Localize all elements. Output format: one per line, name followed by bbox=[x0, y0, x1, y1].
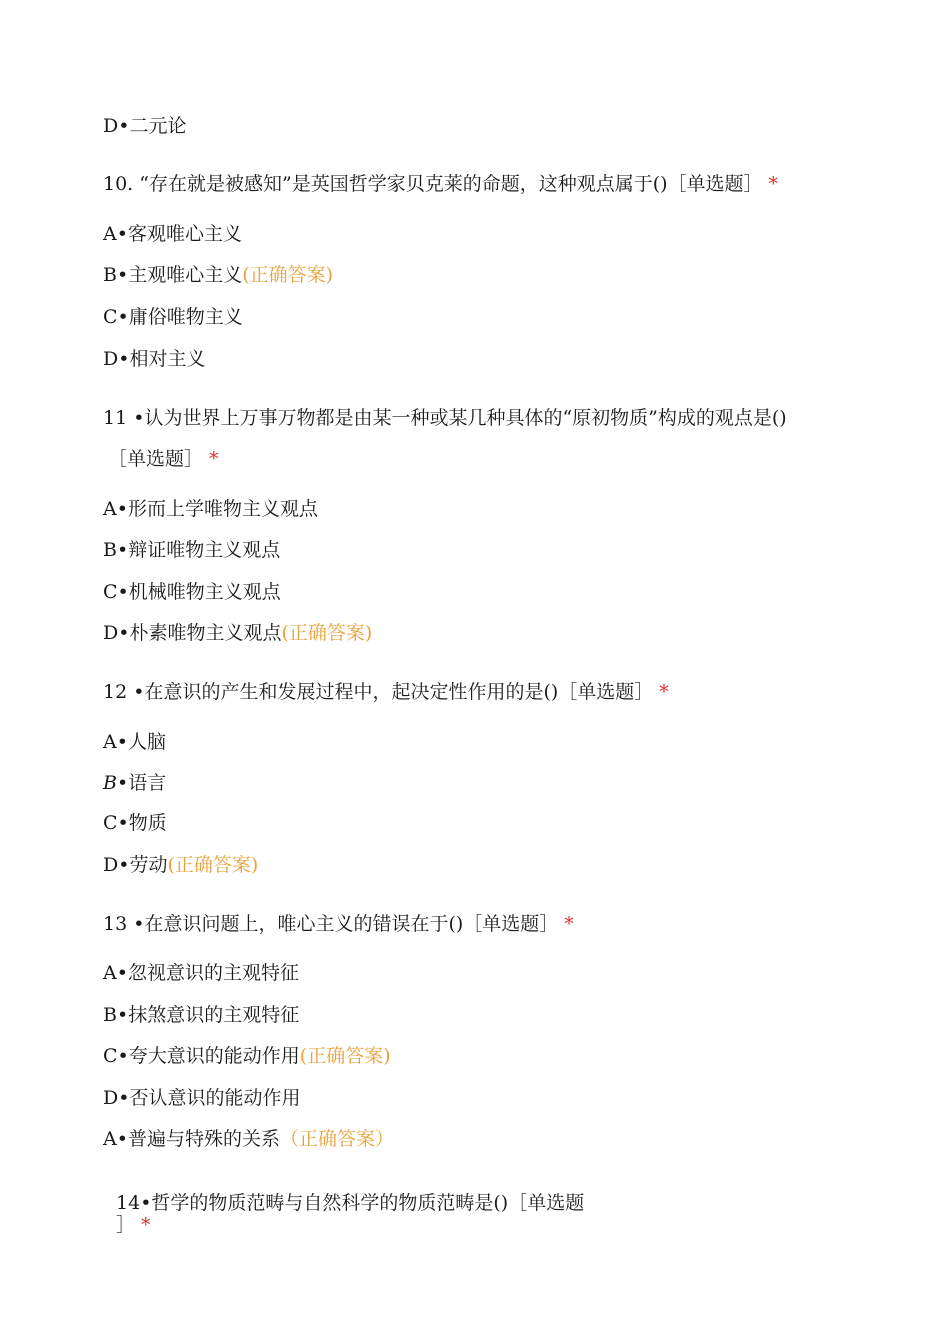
required-marker: * bbox=[141, 1214, 151, 1236]
option-text: 否认意识的能动作用 bbox=[129, 1087, 301, 1109]
question-number: 14 bbox=[116, 1192, 141, 1214]
option-text: 相对主义 bbox=[129, 348, 206, 370]
option-row bbox=[103, 1086, 300, 1110]
option-row bbox=[103, 305, 243, 329]
option-row bbox=[103, 621, 372, 645]
correct-answer-tag: (正确答案) bbox=[167, 854, 259, 876]
option-row bbox=[103, 771, 166, 795]
option-letter: D bbox=[103, 348, 119, 370]
option-row bbox=[103, 811, 167, 835]
option-letter: A bbox=[103, 1128, 117, 1150]
question-number: 11 bbox=[103, 407, 128, 429]
bullet: • bbox=[116, 772, 129, 794]
option-text: 抹煞意识的主观特征 bbox=[128, 1004, 300, 1026]
bullet: • bbox=[116, 223, 128, 245]
question-number: 10. bbox=[103, 173, 134, 195]
bullet: • bbox=[116, 539, 129, 561]
question-type-close: ］ bbox=[116, 1214, 136, 1236]
option-row bbox=[103, 1044, 391, 1068]
question-number: 12 bbox=[103, 681, 128, 703]
option-text: 朴素唯物主义观点 bbox=[129, 622, 282, 644]
question-title-continued bbox=[116, 1213, 151, 1237]
question-title bbox=[103, 912, 574, 936]
option-row bbox=[103, 263, 333, 287]
question-type: ［单选题］ bbox=[667, 173, 763, 195]
bullet: • bbox=[116, 962, 128, 984]
option-row bbox=[103, 222, 242, 246]
option-letter: A bbox=[103, 962, 117, 984]
question-type: ［单选题］ bbox=[558, 681, 654, 703]
option-row bbox=[103, 961, 299, 985]
option-row bbox=[103, 347, 205, 371]
question-type: ［单选题 bbox=[508, 1192, 585, 1214]
bullet: • bbox=[116, 498, 128, 520]
question-title bbox=[103, 172, 778, 196]
question-number: 13 bbox=[103, 913, 128, 935]
correct-answer-tag: (正确答案) bbox=[281, 622, 373, 644]
option-text: 语言 bbox=[128, 772, 167, 794]
question-prompt: •在意识的产生和发展过程中，起决定性作用的是() bbox=[133, 681, 559, 703]
option-letter: A bbox=[103, 223, 117, 245]
option-text: 客观唯心主义 bbox=[127, 223, 242, 245]
option-letter: C bbox=[103, 581, 118, 603]
required-marker: * bbox=[659, 681, 669, 703]
option-letter: D bbox=[103, 622, 119, 644]
bullet: • bbox=[117, 306, 129, 328]
bullet: • bbox=[118, 854, 130, 876]
bullet: • bbox=[116, 1004, 129, 1026]
question-prompt: •认为世界上万事万物都是由某一种或某几种具体的“原初物质”构成的观点是() bbox=[133, 407, 787, 429]
option-letter: C bbox=[103, 306, 118, 328]
bullet: • bbox=[116, 264, 129, 286]
option-letter: C bbox=[103, 1045, 118, 1067]
option-text: 辩证唯物主义观点 bbox=[128, 539, 281, 561]
option-text: 普遍与特殊的关系 bbox=[127, 1128, 280, 1150]
option-row bbox=[103, 853, 258, 877]
option-letter: D bbox=[103, 854, 119, 876]
bullet: • bbox=[116, 731, 128, 753]
correct-answer-tag: （正确答案） bbox=[279, 1128, 394, 1150]
option-letter: A bbox=[103, 731, 117, 753]
option-text: 物质 bbox=[128, 812, 167, 834]
bullet: • bbox=[117, 581, 129, 603]
option-text: 庸俗唯物主义 bbox=[128, 306, 243, 328]
question-title bbox=[103, 406, 787, 430]
option-text: 形而上学唯物主义观点 bbox=[127, 498, 318, 520]
correct-answer-tag: (正确答案) bbox=[242, 264, 334, 286]
question-prompt: •哲学的物质范畴与自然科学的物质范畴是() bbox=[140, 1192, 509, 1214]
question-prompt: “存在就是被感知”是英国哲学家贝克莱的命题，这种观点属于() bbox=[139, 173, 668, 195]
option-letter: D bbox=[103, 115, 119, 137]
option-text: 人脑 bbox=[127, 731, 166, 753]
question-title bbox=[116, 1191, 584, 1215]
option-text: 忽视意识的主观特征 bbox=[127, 962, 299, 984]
option-row bbox=[103, 730, 166, 754]
bullet: • bbox=[117, 1045, 129, 1067]
question-title bbox=[103, 680, 669, 704]
bullet: • bbox=[118, 348, 130, 370]
option-letter: B bbox=[103, 539, 117, 561]
option-letter: A bbox=[103, 498, 117, 520]
option-text: 劳动 bbox=[129, 854, 168, 876]
required-marker: * bbox=[768, 173, 779, 195]
bullet: • bbox=[118, 115, 130, 137]
bullet: • bbox=[118, 622, 130, 644]
option-letter: D bbox=[103, 1087, 119, 1109]
option-letter: B bbox=[103, 264, 117, 286]
bullet: • bbox=[117, 812, 129, 834]
option-row bbox=[103, 497, 318, 521]
option-text: 机械唯物主义观点 bbox=[128, 581, 281, 603]
required-marker: * bbox=[564, 913, 574, 935]
question-type: ［单选题］ bbox=[108, 448, 204, 470]
option-row bbox=[103, 1127, 394, 1151]
option-text: 二元论 bbox=[129, 115, 187, 137]
question-title-continued bbox=[108, 447, 219, 471]
option-letter: B bbox=[103, 772, 117, 794]
option-row bbox=[103, 538, 280, 562]
option-letter: C bbox=[103, 812, 118, 834]
correct-answer-tag: (正确答案) bbox=[299, 1045, 391, 1067]
bullet: • bbox=[116, 1128, 128, 1150]
option-text: 夸大意识的能动作用 bbox=[128, 1045, 300, 1067]
option-row bbox=[103, 114, 186, 138]
option-row bbox=[103, 580, 281, 604]
question-type: ［单选题］ bbox=[463, 913, 559, 935]
required-marker: * bbox=[209, 448, 219, 470]
option-row bbox=[103, 1003, 299, 1027]
bullet: • bbox=[118, 1087, 130, 1109]
question-prompt: •在意识问题上，唯心主义的错误在于() bbox=[133, 913, 464, 935]
option-letter: B bbox=[103, 1004, 117, 1026]
option-text: 主观唯心主义 bbox=[128, 264, 243, 286]
